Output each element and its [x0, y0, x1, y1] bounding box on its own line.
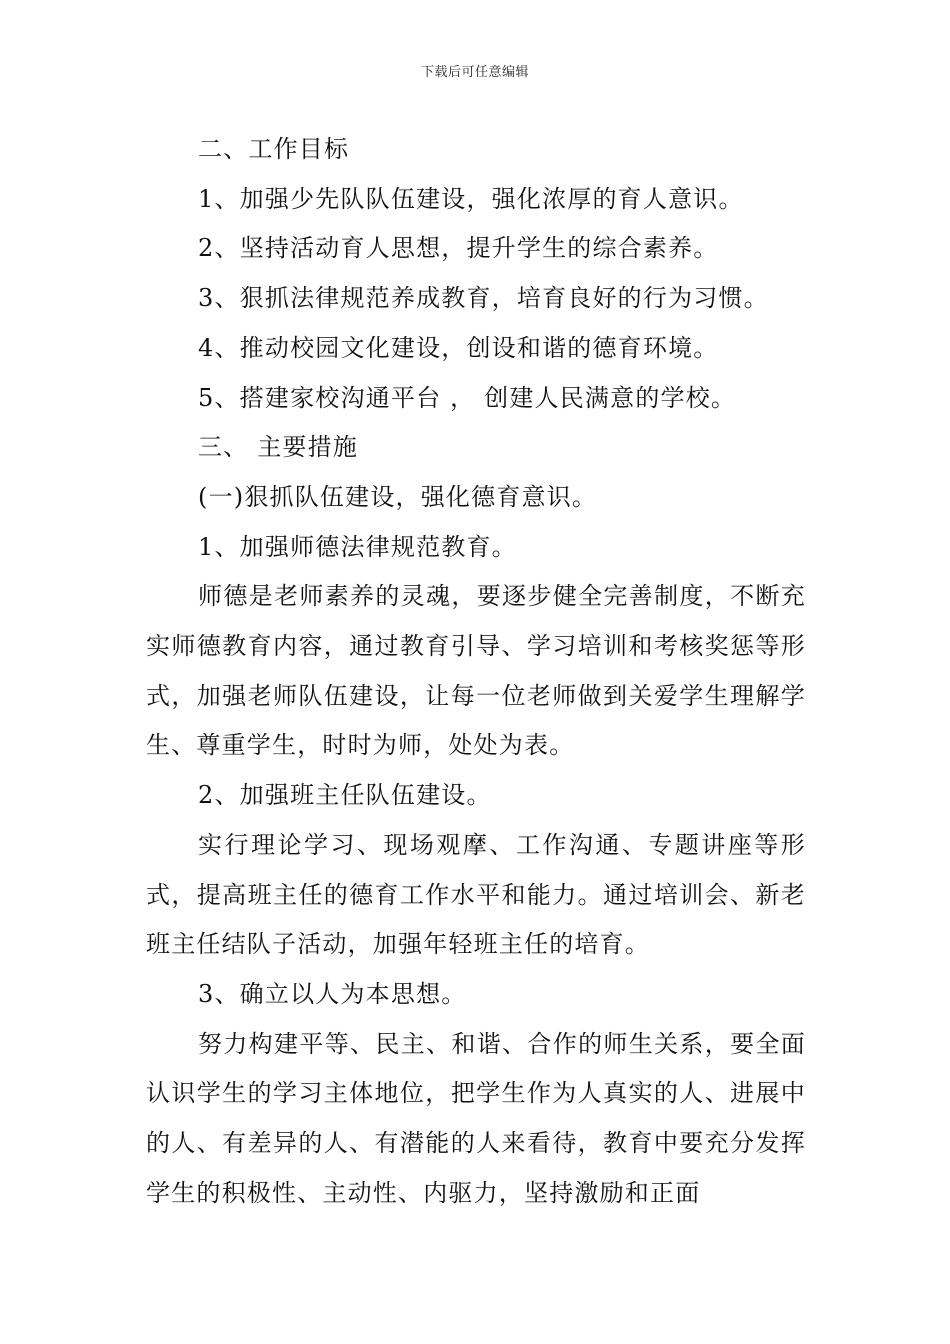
subsection-heading-1: (一)狠抓队伍建设，强化德育意识。: [198, 482, 598, 511]
goal-item-1: 1、加强少先队队伍建设，强化浓厚的育人意识。: [198, 184, 744, 213]
goal-item-2: 2、坚持活动育人思想，提升学生的综合素养。: [198, 234, 719, 263]
body-paragraph-teacher-ethics: 师德是老师素养的灵魂，要逐步健全完善制度，不断充实师德教育内容，通过教育引导、学习培训和考核奖惩等形式，加强老师队伍建设，让每一位老师做到关爱学生理解学生、尊重学生，时时为师，处处为表。: [146, 582, 806, 760]
measure-item-2: 2、加强班主任队伍建设。: [198, 781, 492, 810]
body-paragraph-people-oriented: 努力构建平等、民主、和谐、合作的师生关系，要全面认识学生的学习主体地位，把学生作为人真实的人、进展中的人、有差异的人、有潜能的人来看待，教育中要充分发挥学生的积极性、主动性、内驱力，坚持激励和正面: [146, 1029, 806, 1207]
body-paragraph-class-teachers: 实行理论学习、现场观摩、工作沟通、专题讲座等形式，提高班主任的德育工作水平和能力。通过培训会、新老班主任结队子活动，加强年轻班主任的培育。: [146, 830, 806, 959]
measure-item-1: 1、加强师德法律规范教育。: [198, 532, 517, 561]
goal-item-4: 4、推动校园文化建设，创设和谐的德育环境。: [198, 333, 719, 362]
page-header: 下载后可任意编辑: [420, 65, 529, 80]
section-heading-work-goals: 二、工作目标: [198, 135, 350, 163]
goal-item-5: 5、搭建家校沟通平台 ， 创建人民满意的学校。: [198, 383, 737, 412]
document-body: [146, 125, 806, 1218]
goal-item-3: 3、狠抓法律规范养成教育，培育良好的行为习惯。: [198, 284, 769, 313]
section-heading-main-measures: 三、 主要措施: [198, 433, 359, 462]
measure-item-3: 3、确立以人为本思想。: [198, 979, 467, 1008]
